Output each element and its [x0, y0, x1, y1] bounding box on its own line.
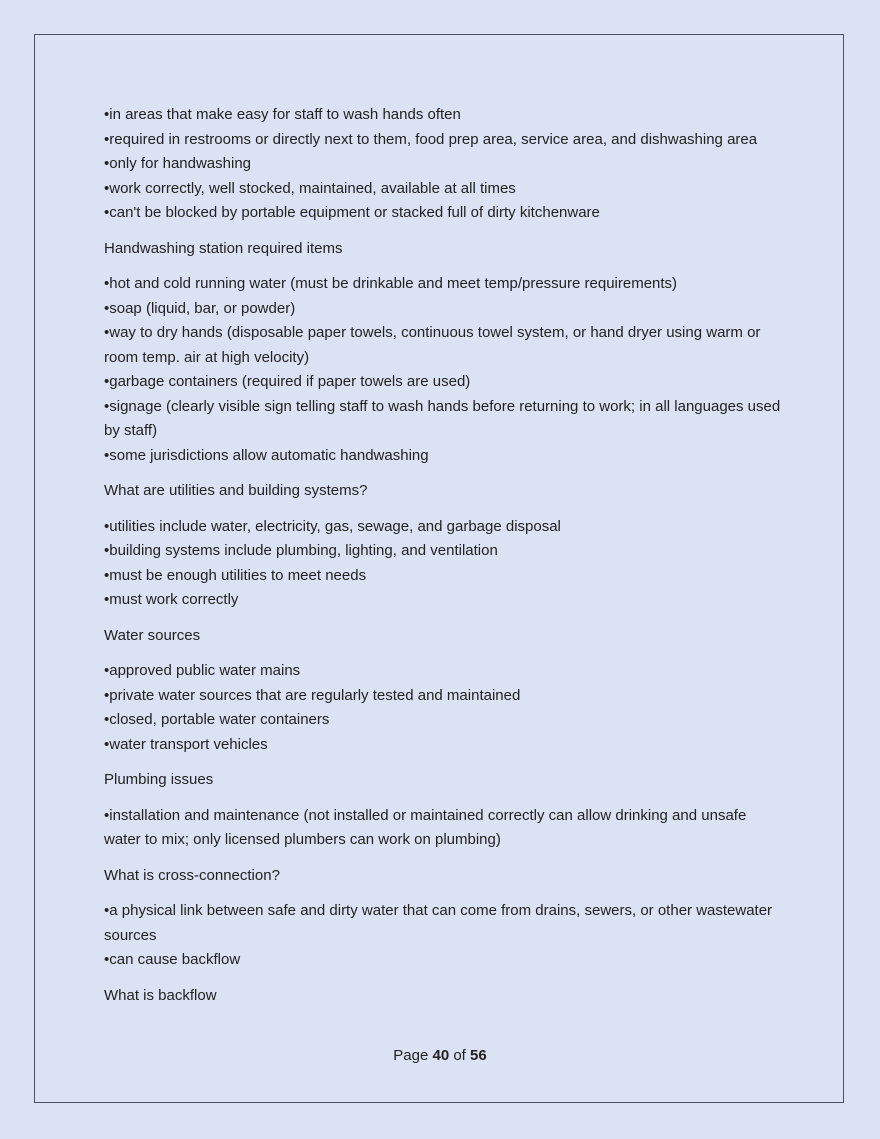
list-item: •building systems include plumbing, lighting, and ventilation: [104, 542, 498, 559]
bullet-list-cross-connection: [104, 899, 784, 973]
list-item: •in areas that make easy for staff to wash hands often: [104, 106, 461, 123]
list-item: •soap (liquid, bar, or powder): [104, 299, 296, 317]
page-label: Page: [393, 1047, 429, 1064]
list-item: •must work correctly: [104, 591, 239, 608]
bullet-list-required-items: [104, 272, 784, 468]
list-item: •private water sources that are regularly tested and maintained: [104, 686, 521, 704]
section-heading: What is cross-connection?: [104, 866, 280, 884]
page-of-label: of: [453, 1047, 466, 1064]
list-item: •a physical link between safe and dirty water that can come from drains, sewers, or other wastewater sources: [104, 902, 773, 944]
list-item: •signage (clearly visible sign telling staff to wash hands before returning to work; in all languages used by staff): [104, 397, 781, 439]
section-heading: What is backflow: [104, 986, 217, 1004]
list-item: •utilities include water, electricity, gas, sewage, and garbage disposal: [104, 517, 561, 535]
section-heading: What are utilities and building systems?: [104, 482, 368, 499]
total-page-count: 56: [470, 1047, 487, 1064]
list-item: •approved public water mains: [104, 662, 301, 679]
page-number-footer: [0, 1044, 880, 1068]
list-item: •work correctly, well stocked, maintained, available at all times: [104, 179, 516, 197]
bullet-list-water-sources: [104, 659, 784, 757]
section-heading: Plumbing issues: [104, 771, 214, 788]
section-heading: Handwashing station required items: [104, 239, 343, 257]
list-item: •can't be blocked by portable equipment or stacked full of dirty kitchenware: [104, 204, 600, 221]
current-page-number: 40: [432, 1047, 450, 1064]
document-body: [104, 103, 784, 1019]
bullet-list-utilities: [104, 515, 784, 613]
list-item: •can cause backflow: [104, 951, 241, 968]
bullet-list-plumbing: [104, 804, 784, 853]
section-heading: Water sources: [104, 626, 201, 644]
list-item: •way to dry hands (disposable paper towels, continuous towel system, or hand dryer using warm or room temp. air at high velocity): [104, 324, 761, 366]
list-item: •only for handwashing: [104, 155, 252, 172]
bullet-list-handwashing-locations: [104, 103, 784, 226]
list-item: •garbage containers (required if paper towels are used): [104, 373, 471, 390]
list-item: •must be enough utilities to meet needs: [104, 566, 367, 584]
list-item: •some jurisdictions allow automatic handwashing: [104, 446, 429, 464]
list-item: •installation and maintenance (not installed or maintained correctly can allow drinking and unsafe water to mix; only licensed plumbers can work on plumbing): [104, 806, 747, 848]
list-item: •hot and cold running water (must be drinkable and meet temp/pressure requirements): [104, 275, 678, 292]
list-item: •required in restrooms or directly next to them, food prep area, service area, and dishwashing area: [104, 130, 758, 148]
list-item: •water transport vehicles: [104, 735, 268, 753]
list-item: •closed, portable water containers: [104, 711, 330, 728]
